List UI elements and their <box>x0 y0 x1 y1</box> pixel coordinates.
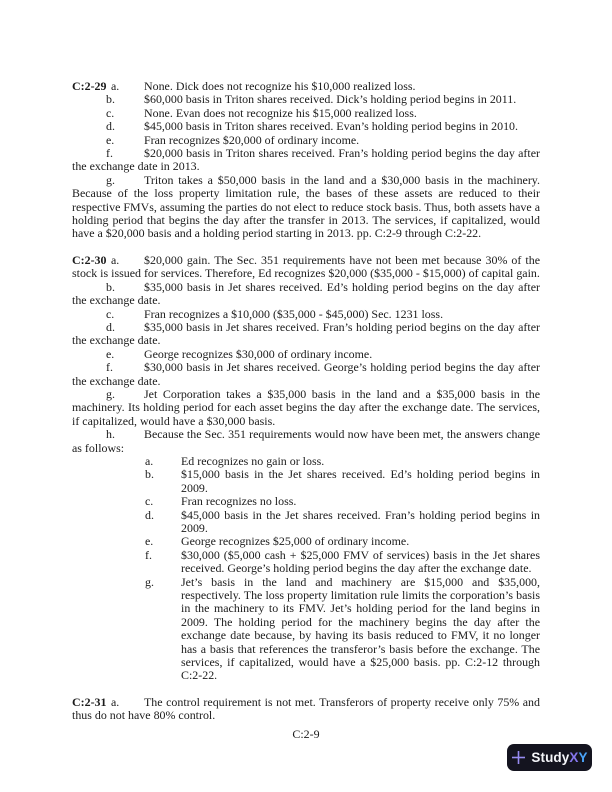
sub-answer-item <box>145 507 540 536</box>
problem-id: C:2-31 <box>72 694 107 709</box>
sub-answer-item <box>145 574 540 683</box>
item-letter: g. <box>106 386 115 401</box>
item-text: Jet Corporation takes a $35,000 basis in the land and a $35,000 basis in the machinery. Its holding period for each asset begins the day after the exchange date. The services, if capitalized, would have a $30,000 basis. <box>72 386 540 428</box>
item-text: Fran recognizes a $10,000 ($35,000 - $45,000) Sec. 1231 loss. <box>144 306 444 321</box>
item-letter: a. <box>111 694 120 709</box>
item-letter: c. <box>106 105 115 120</box>
item-text: George recognizes $30,000 of ordinary income. <box>144 346 373 361</box>
item-letter: e. <box>145 534 154 549</box>
wordmark-y: Y <box>578 750 588 765</box>
answer-item <box>72 281 540 308</box>
item-text: $15,000 basis in the Jet shares received. Ed’s holding period begins in 2009. <box>181 467 540 495</box>
item-letter: f. <box>106 360 113 375</box>
footer-page-number: C:2-9 <box>292 727 320 741</box>
answer-item <box>72 147 540 174</box>
answer-item <box>72 428 540 455</box>
item-letter: e. <box>106 346 115 361</box>
answer-item <box>72 321 540 348</box>
wordmark-study: Study <box>531 750 570 765</box>
problem-C:2-29 <box>72 80 540 241</box>
answer-item <box>72 696 540 723</box>
item-text: George recognizes $25,000 of ordinary income. <box>181 534 410 549</box>
item-text: None. Evan does not recognize his $15,000 realized loss. <box>144 105 417 120</box>
sub-answer-item <box>145 547 540 576</box>
item-letter: g. <box>145 574 154 589</box>
item-text: $45,000 basis in the Jet shares received. Fran’s holding period begins in 2009. <box>181 507 540 535</box>
sub-answer-item <box>145 494 540 509</box>
answer-item <box>72 107 540 120</box>
item-letter: c. <box>145 494 154 509</box>
item-text: $45,000 basis in Triton shares received. Evan’s holding period begins in 2010. <box>144 119 519 134</box>
wordmark-x: X <box>569 750 579 765</box>
item-letter: b. <box>106 279 115 294</box>
answer-item <box>72 174 540 241</box>
item-letter: d. <box>106 119 115 134</box>
item-text: Fran recognizes $20,000 of ordinary income. <box>144 132 360 147</box>
item-text: Because the Sec. 351 requirements would now have been met, the answers change as follows: <box>72 427 540 455</box>
plus-icon <box>511 750 526 765</box>
item-letter: b. <box>106 92 115 107</box>
item-letter: a. <box>145 453 154 468</box>
document-body <box>72 80 540 736</box>
item-text: The control requirement is not met. Transferors of property receive only 75% and thus do not have 80% control. <box>72 694 540 723</box>
item-text: $35,000 basis in Jet shares received. Fran’s holding period begins on the day after the exchange date. <box>72 319 540 348</box>
answer-item <box>72 388 540 428</box>
problem-C:2-31 <box>72 696 540 723</box>
sub-answer-item <box>145 534 540 549</box>
answer-item <box>72 80 540 93</box>
item-letter: d. <box>106 319 115 334</box>
item-text: $30,000 ($5,000 cash + $25,000 FMV of services) basis in the Jet shares received. George’s holding period begins the day after the exchange date. <box>181 547 540 576</box>
item-letter: f. <box>145 547 152 562</box>
studyxy-badge <box>507 744 592 771</box>
item-text: Jet’s basis in the land and machinery are $15,000 and $35,000, respectively. The loss property limitation rule limits the corporation’s basis in the machinery to its FMV. Jet’s holding period for the land begins in 2009. The holding period for the machinery begins the day after the exchange date because, by having its basis reduced to FMV, it no longer has a basis that references the transferor’s basis before the exchange. The services, if capitalized, would have a $25,000 basis. pp. C:2-12 through C:2-22. <box>181 574 540 683</box>
studyxy-wordmark <box>531 750 587 765</box>
item-letter: g. <box>106 172 115 187</box>
item-letter: a. <box>111 79 120 93</box>
answer-item <box>72 361 540 388</box>
item-text: None. Dick does not recognize his $10,000 realized loss. <box>144 79 416 93</box>
item-letter: c. <box>106 306 115 321</box>
answer-item <box>72 254 540 281</box>
answer-item <box>72 120 540 133</box>
item-text: Fran recognizes no loss. <box>181 494 297 509</box>
item-text: Triton takes a $50,000 basis in the land and a $30,000 basis in the machinery. Because of the loss property limitation rule, the bases of these assets are reduced to their respective FMVs, assuming the parties do not elect to reduce stock basis. Thus, both assets have a holding period that begins the day after the transfer in 2013. The services, if capitalized, would have a $20,000 basis and a holding period starting in 2013. pp. C:2-9 through C:2-22. <box>72 172 540 241</box>
problem-id: C:2-29 <box>72 79 107 93</box>
item-letter: d. <box>145 507 154 522</box>
item-letter: e. <box>106 132 115 147</box>
sub-answer-item <box>145 453 540 468</box>
answer-item <box>72 93 540 106</box>
item-text: $30,000 basis in Jet shares received. George’s holding period begins the day after the exchange date. <box>72 360 540 388</box>
answer-item <box>72 348 540 361</box>
item-text: Ed recognizes no gain or loss. <box>181 453 325 468</box>
item-text: $35,000 basis in Jet shares received. Ed’s holding period begins on the day after the exchange date. <box>72 279 540 308</box>
answer-item <box>72 134 540 147</box>
item-text: $20,000 basis in Triton shares received. Fran’s holding period begins the day after the exchange date in 2013. <box>72 146 540 174</box>
item-letter: h. <box>106 427 115 442</box>
item-text: $60,000 basis in Triton shares received. Dick’s holding period begins in 2011. <box>144 92 517 107</box>
answer-item <box>72 308 540 321</box>
sub-answer-item <box>145 467 540 495</box>
item-letter: f. <box>106 146 113 161</box>
item-text: $20,000 gain. The Sec. 351 requirements have not been met because 30% of the stock is issued for services. Therefore, Ed recognizes $20,000 ($35,000 - $15,000) of capital gain. <box>72 252 540 281</box>
item-letter: a. <box>111 252 120 267</box>
item-letter: b. <box>145 467 154 482</box>
problem-id: C:2-30 <box>72 252 107 267</box>
problem-C:2-30 <box>72 254 540 683</box>
